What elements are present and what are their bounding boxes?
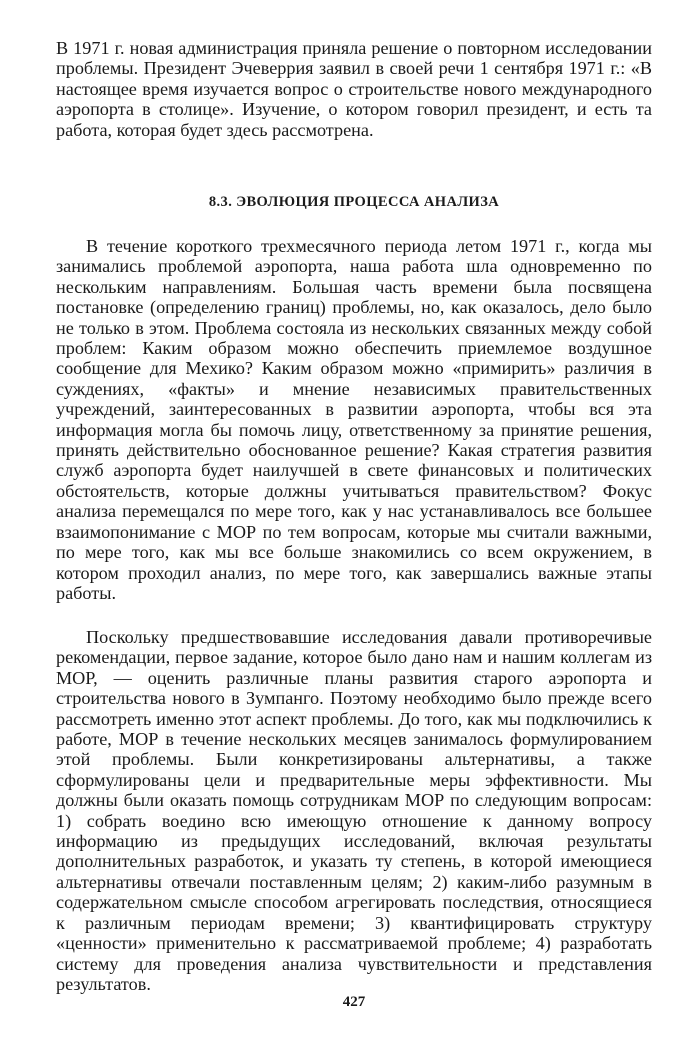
document-page — [56, 38, 652, 1038]
page-number: 427 — [342, 994, 366, 1010]
body-paragraph-2: Поскольку предшествовавшие исследования давали противоречивые рекомендации, первое задание, которое было дано нам и нашим коллегам из МОР, — оценить различные планы развития старого аэропорта и строительства нового в Зумпанго. Поэтому необходимо было прежде всего рассмотреть именно этот аспект проблемы. До того, как мы подключились к работе, МОР в течение нескольких месяцев занималось формулированием этой проблемы. Были конкретизированы альтернативы, а также сформулированы цели и предварительные меры эффективности. Мы должны были оказать помощь сотрудникам МОР по следующим вопросам: 1) собрать воедино всю имеющую отношение к данному вопросу информацию из предыдущих исследований, включая результаты дополнительных разработок, и указать ту степень, в которой имеющиеся альтернативы отвечали поставленным целям; 2) каким-либо разумным в содержательном смысле способом агрегировать последствия, относящиеся к различным периодам времени; 3) квантифицировать структуру «ценности» применительно к рассматриваемой проблеме; 4) разработать систему для проведения анализа чувствительности и представления результатов. — [56, 627, 652, 994]
section-heading: 8.3. ЭВОЛЮЦИЯ ПРОЦЕССА АНАЛИЗА — [208, 194, 500, 210]
body-paragraph-1: В течение короткого трехмесячного периода летом 1971 г., когда мы занимались проблемой аэропорта, наша работа шла одновременно по нескольким направлениям. Большая часть времени была посвящена постановке (определению границ) проблемы, но, как оказалось, дело было не только в этом. Проблема состояла из нескольких связанных между собой проблем: Каким образом можно обеспечить приемлемое воздушное сообщение для Мехико? Каким образом можно «примирить» различия в суждениях, «факты» и мнение независимых правительственных учреждений, заинтересованных в развитии аэропорта, чтобы вся эта информация могла бы помочь лицу, ответственному за принятие решения, принять действительно обоснованное решение? Какая стратегия развития служб аэропорта будет наилучшей в свете финансовых и политических обстоятельств, которые должны учитываться правительством? Фокус анализа перемещался по мере того, как у нас устанавливалось все большее взаимопонимание с МОР по тем вопросам, которые мы считали важными, по мере того, как мы все больше знакомились со всем окружением, в котором проходил анализ, по мере того, как завершались важные этапы работы. — [56, 236, 652, 603]
intro-paragraph: В 1971 г. новая администрация приняла решение о повторном исследовании проблемы. Президент Эчеверрия заявил в своей речи 1 сентября 1971 г.: «В настоящее время изучается вопрос о строительстве нового международного аэропорта в столице». Изучение, о котором говорил президент, и есть та работа, которая будет здесь рассмотрена. — [56, 38, 652, 140]
